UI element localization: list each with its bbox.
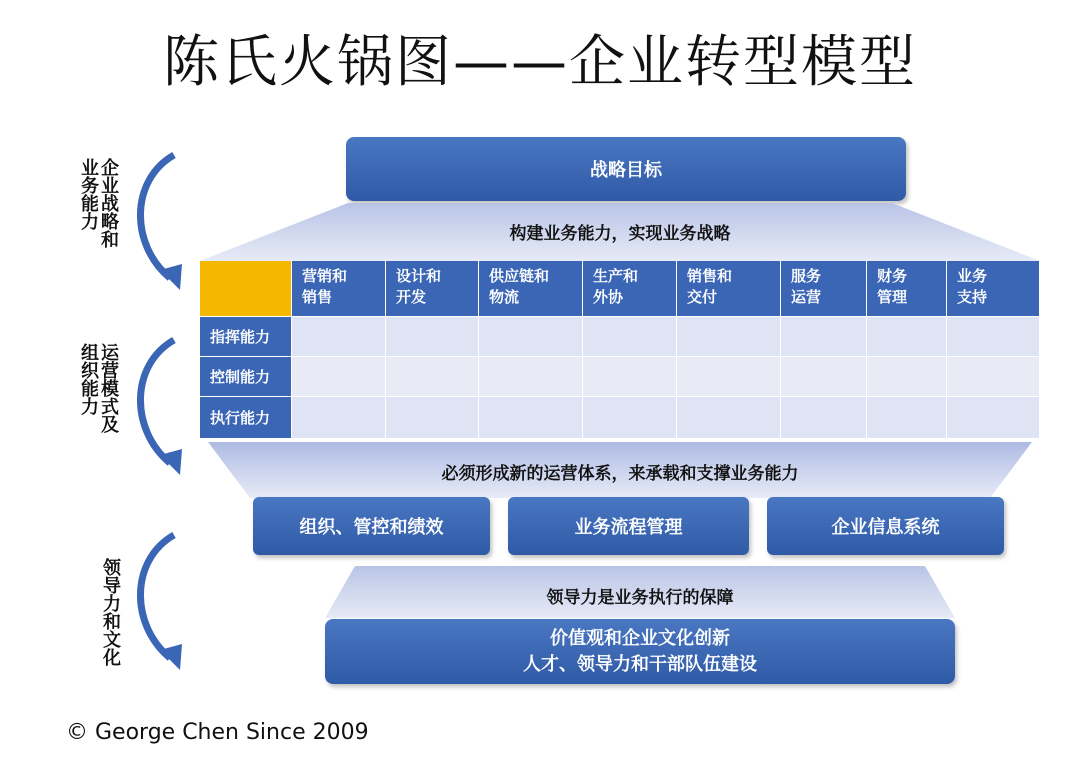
strategy-goal-box: 战略目标 [346, 137, 906, 201]
leadership-banner-text: 领导力是业务执行的保障 [546, 588, 734, 608]
matrix-cell [292, 397, 386, 439]
matrix-cell [867, 397, 947, 439]
column-header: 生产和 外协 [583, 261, 677, 317]
matrix-cell [386, 317, 479, 357]
matrix-cell [292, 317, 386, 357]
row-header: 指挥能力 [200, 317, 292, 357]
matrix-cell [867, 317, 947, 357]
matrix-cell [479, 317, 583, 357]
matrix-cell [583, 357, 677, 397]
matrix-cell [781, 357, 867, 397]
row-header: 控制能力 [200, 357, 292, 397]
matrix-cell [947, 357, 1040, 397]
matrix-cell [947, 397, 1040, 439]
curved-arrow-icon [130, 335, 190, 480]
column-header: 供应链和 物流 [479, 261, 583, 317]
column-header: 财务 管理 [867, 261, 947, 317]
capability-banner-text: 构建业务能力，实现业务战略 [509, 224, 731, 244]
matrix-cell [386, 397, 479, 439]
side-label-strategy: 企业战略和业务能力 [78, 158, 119, 248]
column-header: 销售和 交付 [677, 261, 781, 317]
matrix-cell [677, 357, 781, 397]
matrix-cell [781, 317, 867, 357]
page-title: 陈氏火锅图——企业转型模型 [163, 30, 917, 95]
row-header: 执行能力 [200, 397, 292, 439]
org-governance-box: 组织、管控和绩效 [253, 497, 490, 555]
matrix-cell [292, 357, 386, 397]
culture-line: 价值观和企业文化创新 [550, 627, 730, 649]
matrix-cell [677, 317, 781, 357]
matrix-cell [583, 397, 677, 439]
column-header: 服务 运营 [781, 261, 867, 317]
matrix-cell [867, 357, 947, 397]
side-label-operation: 运营模式及组织能力 [78, 343, 119, 433]
matrix-cell [583, 317, 677, 357]
matrix-cell [386, 357, 479, 397]
column-header: 设计和 开发 [386, 261, 479, 317]
operation-banner-text: 必须形成新的运营体系，来承载和支撑业务能力 [441, 464, 799, 484]
process-management-box: 业务流程管理 [508, 497, 749, 555]
capability-matrix [200, 261, 1040, 439]
culture-talent-box [325, 619, 955, 684]
matrix-cell [479, 357, 583, 397]
side-label-leadership: 领导力和文化 [100, 558, 121, 666]
matrix-cell [677, 397, 781, 439]
column-header: 营销和 销售 [292, 261, 386, 317]
talent-line: 人才、领导力和干部队伍建设 [523, 653, 757, 675]
copyright-text: © George Chen Since 2009 [66, 720, 369, 745]
information-system-box: 企业信息系统 [767, 497, 1004, 555]
matrix-cell [947, 317, 1040, 357]
curved-arrow-icon [130, 530, 190, 675]
matrix-corner [200, 261, 292, 317]
column-header: 业务 支持 [947, 261, 1040, 317]
matrix-cell [781, 397, 867, 439]
curved-arrow-icon [130, 150, 190, 295]
matrix-cell [479, 397, 583, 439]
